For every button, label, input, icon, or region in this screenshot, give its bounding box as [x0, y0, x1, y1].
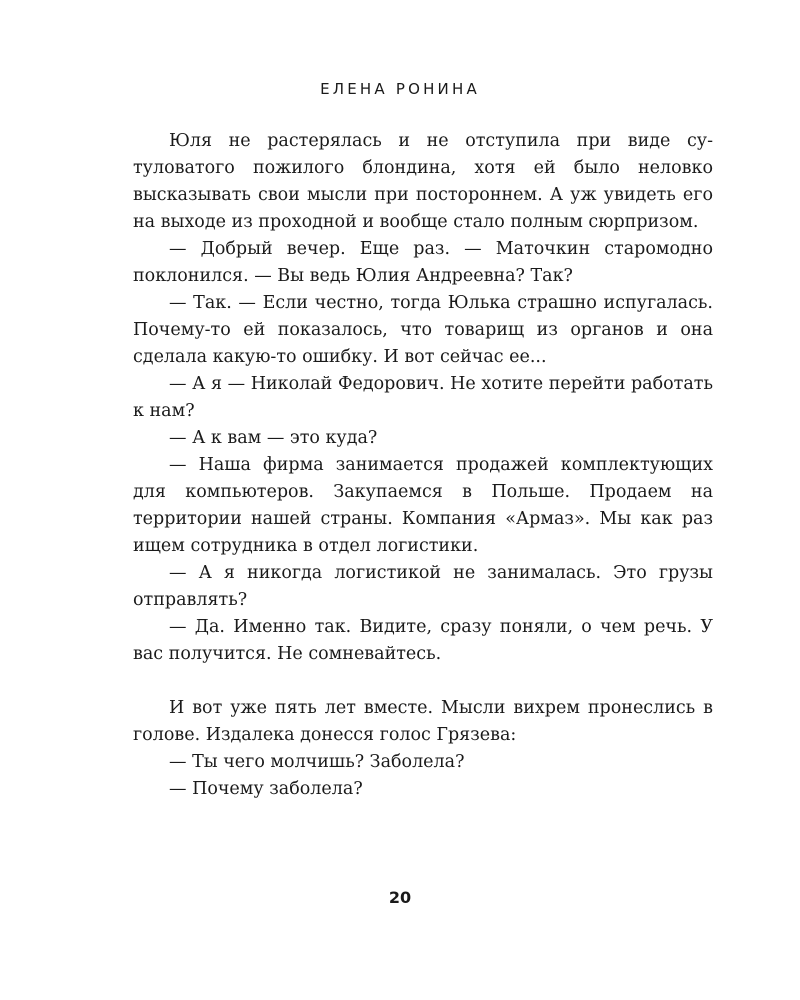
paragraph: И вот уже пять лет вместе. Мысли вихрем пронеслись в голове. Издалека донесся голос Грязева: [133, 698, 713, 745]
running-head-author: ЕЛЕНА РОНИНА [320, 80, 480, 98]
paragraph: — Почему заболела? [169, 779, 363, 799]
paragraph: Юля не растерялась и не отступила при виде сутуловатого пожилого блондина, хотя ей было неловко высказывать свои мысли при постороннем. А уж увидеть его на выходе из проходной и вообще стало полным сюрпризом. [133, 131, 713, 232]
paragraph: — Добрый вечер. Еще раз. — Маточкин старомодно поклонился. — Вы ведь Юлия Андреевна? Так? [133, 239, 713, 286]
paragraph: — Наша фирма занимается продажей комплектующих для компьютеров. Закупаемся в Польше. Продаем на территории нашей страны. Компания «Армаз». Мы как раз ищем сотрудника в отдел логистики. [133, 455, 713, 556]
body-text [133, 128, 713, 803]
paragraph: — А я — Николай Федорович. Не хотите перейти работать к нам? [133, 374, 713, 421]
paragraph: — А я никогда логистикой не занималась. Это грузы отправлять? [133, 563, 713, 610]
paragraph: — Так. — Если честно, тогда Юлька страшно испугалась. Почему-то ей показалось, что товарищ из органов и она сделала какую-то ошибку. И вот сейчас ее... [133, 293, 713, 367]
paragraph: — А к вам — это куда? [169, 428, 378, 448]
page-number: 20 [388, 888, 412, 907]
paragraph: — Да. Именно так. Видите, сразу поняли, о чем речь. У вас получится. Не сомневайтесь. [133, 617, 713, 664]
paragraph: — Ты чего молчишь? Заболела? [169, 752, 465, 772]
